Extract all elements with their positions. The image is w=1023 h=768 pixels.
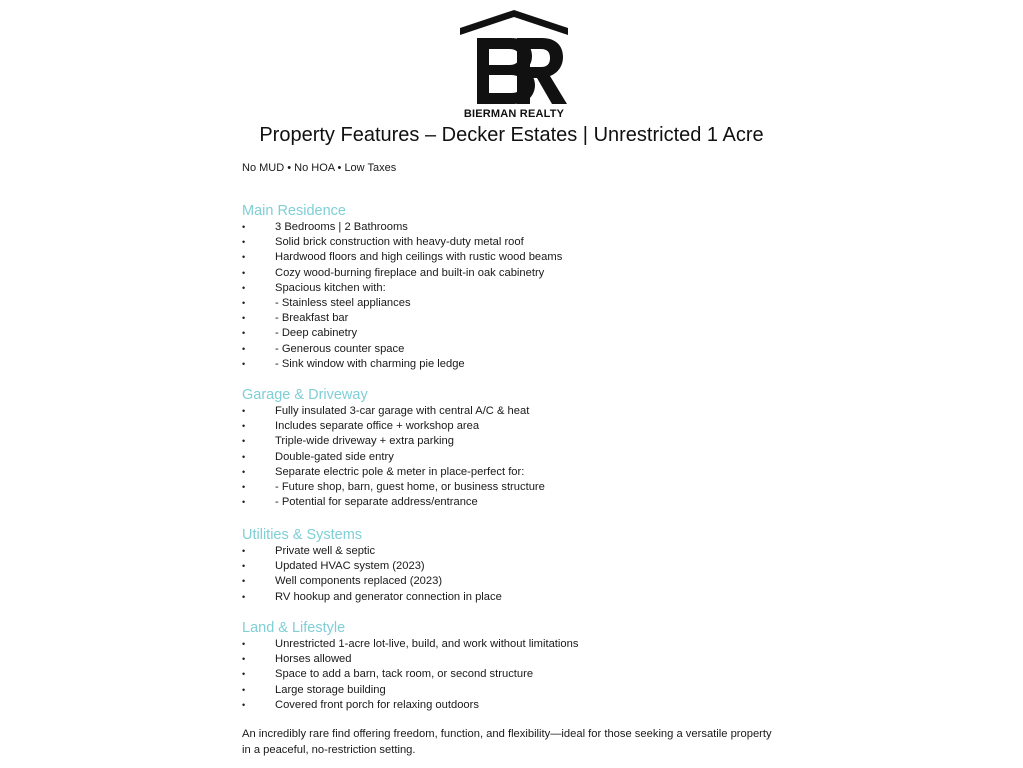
section-heading: Main Residence bbox=[242, 203, 346, 219]
list-item: • - Sink window with charming pie ledge bbox=[242, 357, 802, 372]
closing-paragraph: An incredibly rare find offering freedom, function, and flexibility—ideal for those seeking a versatile property in a peaceful, no-restriction setting. bbox=[242, 728, 772, 756]
bullet-icon: • bbox=[242, 576, 246, 587]
bullet-icon: • bbox=[242, 699, 246, 710]
brand-name: BIERMAN REALTY bbox=[463, 108, 565, 120]
list-item: • Space to add a barn, tack room, or second structure bbox=[242, 667, 802, 682]
list-item: • Fully insulated 3-car garage with central A/C & heat bbox=[242, 404, 802, 419]
bullet-icon: • bbox=[242, 451, 246, 462]
list-item: • Spacious kitchen with: bbox=[242, 281, 802, 296]
list-item: • Updated HVAC system (2023) bbox=[242, 559, 802, 574]
list-item: • Hardwood floors and high ceilings with rustic wood beams bbox=[242, 250, 802, 265]
bullet-icon: • bbox=[242, 561, 246, 572]
tagline: No MUD • No HOA • Low Taxes bbox=[242, 162, 397, 174]
list-item: • Separate electric pole & meter in place-perfect for: bbox=[242, 465, 802, 480]
bullet-icon: • bbox=[242, 267, 246, 278]
list-item: • - Potential for separate address/entrance bbox=[242, 495, 802, 510]
bullet-icon: • bbox=[242, 297, 246, 308]
list-item: • Double-gated side entry bbox=[242, 450, 802, 465]
bullet-icon: • bbox=[242, 313, 246, 324]
bullet-icon: • bbox=[242, 421, 246, 432]
bullet-icon: • bbox=[242, 222, 246, 232]
feature-list bbox=[242, 637, 802, 713]
bullet-icon: • bbox=[242, 684, 246, 695]
list-item: • Cozy wood-burning fireplace and built-in oak cabinetry bbox=[242, 266, 802, 281]
bullet-icon: • bbox=[242, 591, 246, 602]
bullet-icon: • bbox=[242, 358, 246, 369]
list-item: • Private well & septic bbox=[242, 544, 802, 559]
bullet-icon: • bbox=[242, 654, 246, 665]
list-item: • Horses allowed bbox=[242, 652, 802, 667]
bullet-icon: • bbox=[242, 406, 246, 416]
feature-list bbox=[242, 544, 802, 605]
list-item: • Unrestricted 1-acre lot-live, build, and work without limitations bbox=[242, 637, 802, 652]
list-item: • RV hookup and generator connection in place bbox=[242, 590, 802, 605]
section-heading: Garage & Driveway bbox=[242, 387, 368, 403]
section-land-lifestyle bbox=[242, 619, 802, 713]
list-item: • - Stainless steel appliances bbox=[242, 296, 802, 311]
list-item: • Includes separate office + workshop area bbox=[242, 419, 802, 434]
list-item: • Large storage building bbox=[242, 683, 802, 698]
list-item: • - Future shop, barn, guest home, or business structure bbox=[242, 480, 802, 495]
page-title: Property Features – Decker Estates | Unrestricted 1 Acre bbox=[259, 124, 764, 146]
brand-logo bbox=[455, 8, 573, 122]
list-item: • Triple-wide driveway + extra parking bbox=[242, 434, 802, 449]
bullet-icon: • bbox=[242, 328, 246, 339]
list-item: • 3 Bedrooms | 2 Bathrooms bbox=[242, 220, 802, 235]
bullet-icon: • bbox=[242, 252, 246, 263]
bullet-icon: • bbox=[242, 436, 246, 447]
bullet-icon: • bbox=[242, 343, 246, 354]
section-utilities-systems bbox=[242, 526, 802, 605]
bullet-icon: • bbox=[242, 669, 246, 680]
section-heading: Utilities & Systems bbox=[242, 527, 363, 543]
house-roof-icon bbox=[455, 8, 573, 112]
list-item: • Well components replaced (2023) bbox=[242, 574, 802, 589]
bullet-icon: • bbox=[242, 466, 246, 477]
list-item: • Solid brick construction with heavy-duty metal roof bbox=[242, 235, 802, 250]
list-item: • - Generous counter space bbox=[242, 342, 802, 357]
bullet-icon: • bbox=[242, 546, 246, 556]
bullet-icon: • bbox=[242, 639, 246, 649]
section-heading: Land & Lifestyle bbox=[242, 620, 346, 636]
feature-list bbox=[242, 404, 802, 510]
list-item: • - Breakfast bar bbox=[242, 311, 802, 326]
feature-list bbox=[242, 220, 802, 372]
bullet-icon: • bbox=[242, 282, 246, 293]
bullet-icon: • bbox=[242, 497, 246, 508]
bullet-icon: • bbox=[242, 481, 246, 492]
section-garage-driveway bbox=[242, 386, 802, 510]
bullet-icon: • bbox=[242, 237, 246, 248]
list-item: • - Deep cabinetry bbox=[242, 326, 802, 341]
list-item: • Covered front porch for relaxing outdoors bbox=[242, 698, 802, 713]
section-main-residence bbox=[242, 202, 802, 372]
